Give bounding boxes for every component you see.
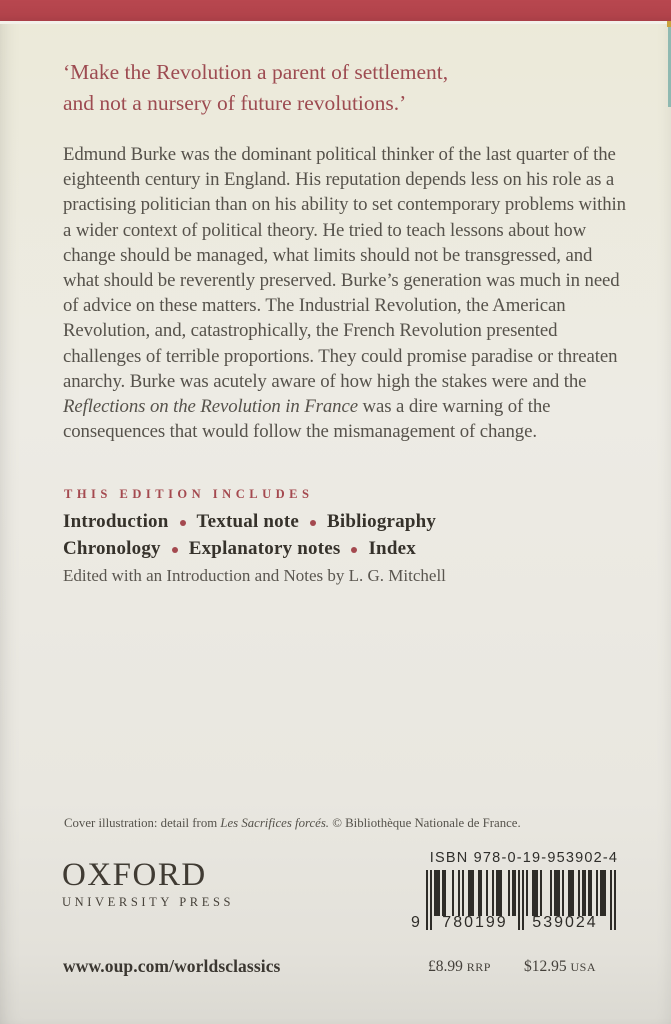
- edition-feature-row: [63, 535, 436, 562]
- editor-credit: Edited with an Introduction and Notes by L. G. Mitchell: [63, 566, 446, 585]
- edition-feature: Index: [368, 537, 416, 559]
- edition-feature: Textual note: [196, 510, 300, 532]
- synopsis-text-end: was a dire warning of the consequences that would follow the mismanagement of change.: [63, 396, 551, 443]
- bullet-separator: [180, 520, 186, 526]
- pull-quote: [63, 57, 623, 119]
- publisher-website-url: www.oup.com/worldsclassics: [63, 956, 281, 976]
- footer-row: [0, 956, 671, 982]
- price-usd-value: $12.95: [524, 958, 567, 975]
- ean13-barcode: [412, 870, 642, 942]
- bullet-separator: [172, 547, 178, 553]
- barcode-digit-first: 9: [411, 914, 420, 931]
- publisher-logo: [62, 858, 234, 910]
- edition-feature: Introduction: [63, 510, 169, 532]
- pull-quote-line1: ‘Make the Revolution a parent of settlement,: [63, 60, 449, 84]
- edition-feature-row: [63, 508, 436, 535]
- publisher-subtitle: UNIVERSITY PRESS: [62, 895, 235, 909]
- synopsis-paragraph: [63, 142, 629, 444]
- barcode-digits-left: 780199: [442, 914, 508, 931]
- price-gbp-label: RRP: [466, 960, 491, 974]
- price-gbp-value: £8.99: [428, 958, 463, 975]
- pull-quote-line2: and not a nursery of future revolutions.’: [63, 91, 407, 115]
- edition-feature: Chronology: [63, 537, 161, 559]
- isbn-block: [412, 850, 642, 942]
- price-usd: [524, 958, 596, 976]
- synopsis-text: Edmund Burke was the dominant political thinker of the last quarter of the eighteenth century in England. His reputation depends less on his role as a practising politician than on his ability to set contemporary problems within a wider context of political theory. He tried to teach lessons about how change should be managed, what limits should not be transgressed, and what should be reverently preserved. Burke’s generation was much in need of advice on these matters. The Industrial Revolution, the American Revolution, and, catastrophically, the French Revolution presented challenges of terrible proportions. They could promise paradise or threaten anarchy. Burke was acutely aware of how high the stakes were and the: [63, 144, 626, 392]
- publisher-name: OXFORD: [62, 857, 207, 893]
- cover-edge-highlight: [0, 21, 671, 24]
- credit-text: Cover illustration: detail from: [64, 816, 221, 830]
- edition-feature: Explanatory notes: [188, 537, 341, 559]
- edition-features-list: [63, 508, 436, 562]
- credit-artwork-title: Les Sacrifices forcés.: [220, 816, 330, 830]
- edition-feature: Bibliography: [327, 510, 437, 532]
- cover-illustration-credit: [64, 816, 521, 831]
- isbn-number: ISBN 978-0-19-953902-4: [429, 850, 619, 866]
- top-red-band: [0, 0, 671, 21]
- synopsis-book-title: Reflections on the Revolution in France: [63, 396, 358, 418]
- barcode-digits-right: 539024: [532, 914, 598, 931]
- bullet-separator: [351, 547, 357, 553]
- edition-includes-heading: THIS EDITION INCLUDES: [64, 487, 314, 501]
- price-usd-label: USA: [570, 960, 597, 974]
- credit-text-end: © Bibliothèque Nationale de France.: [329, 816, 521, 830]
- price-gbp: [428, 958, 491, 976]
- bullet-separator: [310, 520, 316, 526]
